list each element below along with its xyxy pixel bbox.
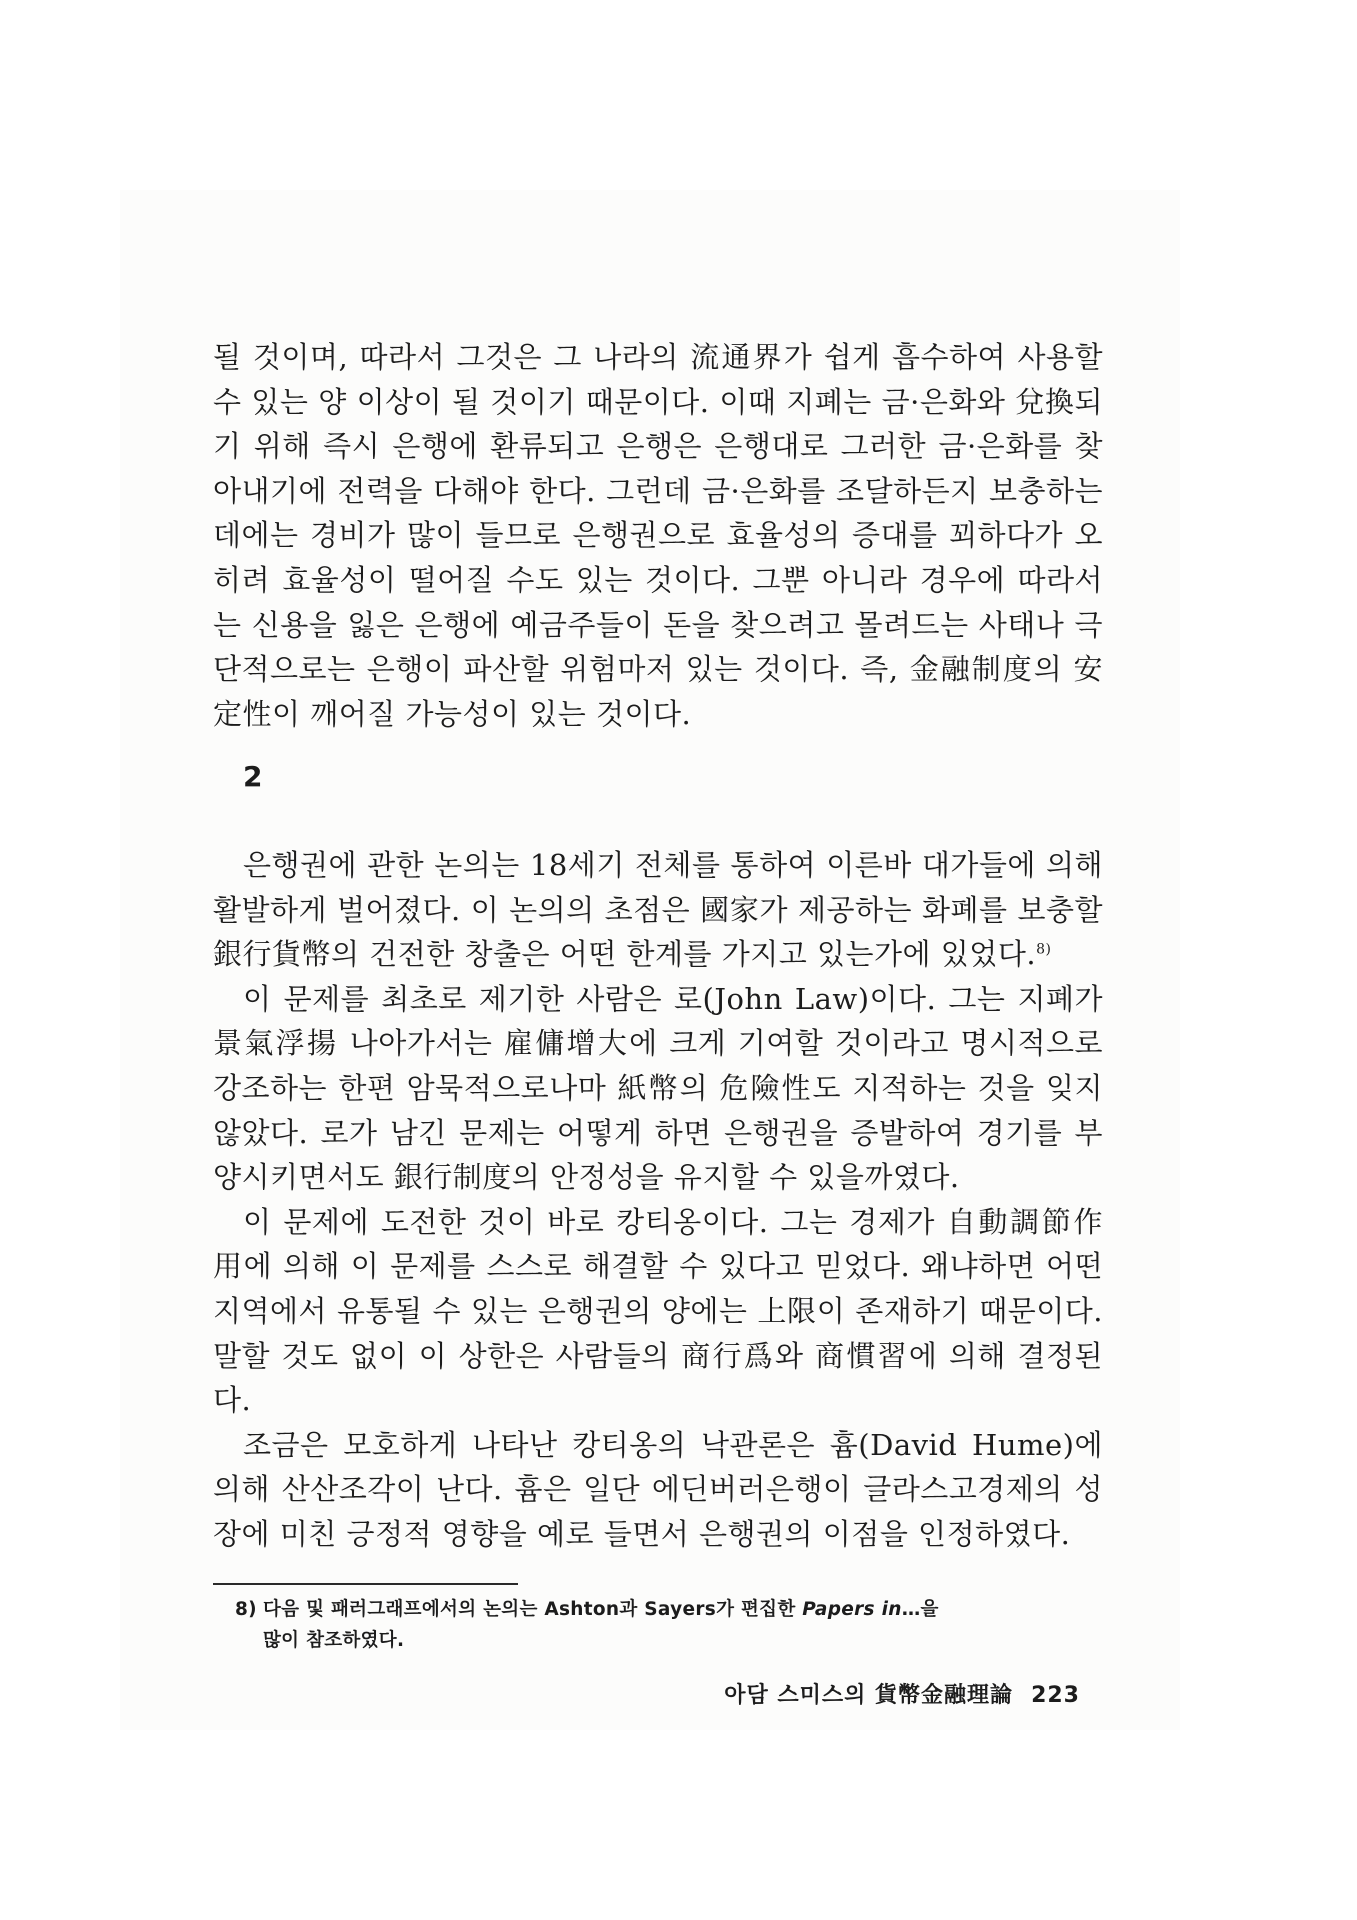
section-number: 2 (243, 760, 263, 793)
paragraph-1 (213, 843, 1103, 977)
paragraph-continuation: 될 것이며, 따라서 그것은 그 나라의 流通界가 쉽게 흡수하여 사용할 수 있는 양 이상이 될 것이기 때문이다. 이때 지폐는 금·은화와 兌換되기 위해 즉시 은행에 환류되고 은행은 은행대로 그러한 금·은화를 찾아내기에 전력을 다해야 한다. 그런데 금·은화를 조달하든지 보충하는 데에는 경비가 많이 들므로 은행권으로 효율성의 증대를 꾀하다가 오히려 효율성이 떨어질 수도 있는 것이다. 그뿐 아니라 경우에 따라서는 신용을 잃은 은행에 예금주들이 돈을 찾으려고 몰려드는 사태나 극단적으로는 은행이 파산할 위험마저 있는 것이다. 즉, 金融制度의 安定性이 깨어질 가능성이 있는 것이다. (213, 340, 1103, 731)
text-block-1 (213, 335, 1103, 736)
footnote-line-1 (235, 1594, 1105, 1625)
footnote-divider (213, 1583, 518, 1585)
paragraph-4: 조금은 모호하게 나타난 캉티옹의 낙관론은 흄(David Hume)에 의해 산산조각이 난다. 흄은 일단 에딘버러은행이 글라스고경제의 성장에 미친 긍정적 영향을 예로 들면서 은행권의 이점을 인정하였다. (213, 1427, 1103, 1551)
page-footer (724, 1678, 1080, 1709)
footnote-line-2: 많이 참조하였다. (263, 1630, 405, 1651)
footnote-text-after: …을 (901, 1599, 939, 1620)
page-number: 223 (1031, 1683, 1080, 1708)
text-block-2 (213, 843, 1103, 1557)
footnote-title: Papers in (802, 1599, 902, 1620)
paragraph-1-text: 은행권에 관한 논의는 18세기 전체를 통하여 이른바 대가들에 의해 활발하게 벌어졌다. 이 논의의 초점은 國家가 제공하는 화폐를 보충할 銀行貨幣의 건전한 창출은 어떤 한계를 가지고 있는가에 있었다. (213, 848, 1103, 972)
paragraph-2: 이 문제를 최초로 제기한 사람은 로(John Law)이다. 그는 지폐가 景氣浮揚 나아가서는 雇傭增大에 크게 기여할 것이라고 명시적으로 강조하는 한편 암묵적으로나마 紙幣의 危險性도 지적하는 것을 잊지 않았다. 로가 남긴 문제는 어떻게 하면 은행권을 증발하여 경기를 부양시키면서도 銀行制度의 안정성을 유지할 수 있을까였다. (213, 981, 1103, 1195)
footnote (235, 1594, 1105, 1656)
footnote-text-before: 다음 및 패러그래프에서의 논의는 Ashton과 Sayers가 편집한 (263, 1599, 796, 1620)
footnote-reference[interactable]: 8) (1036, 941, 1052, 958)
footnote-mark: 8) (235, 1599, 257, 1620)
running-title: 아담 스미스의 貨幣金融理論 (724, 1683, 1014, 1708)
paragraph-3: 이 문제에 도전한 것이 바로 캉티옹이다. 그는 경제가 自動調節作用에 의해 이 문제를 스스로 해결할 수 있다고 믿었다. 왜냐하면 어떤 지역에서 유통될 수 있는 은행권의 양에는 上限이 존재하기 때문이다. 말할 것도 없이 이 상한은 사람들의 商行爲와 商慣習에 의해 결정된다. (213, 1204, 1103, 1418)
